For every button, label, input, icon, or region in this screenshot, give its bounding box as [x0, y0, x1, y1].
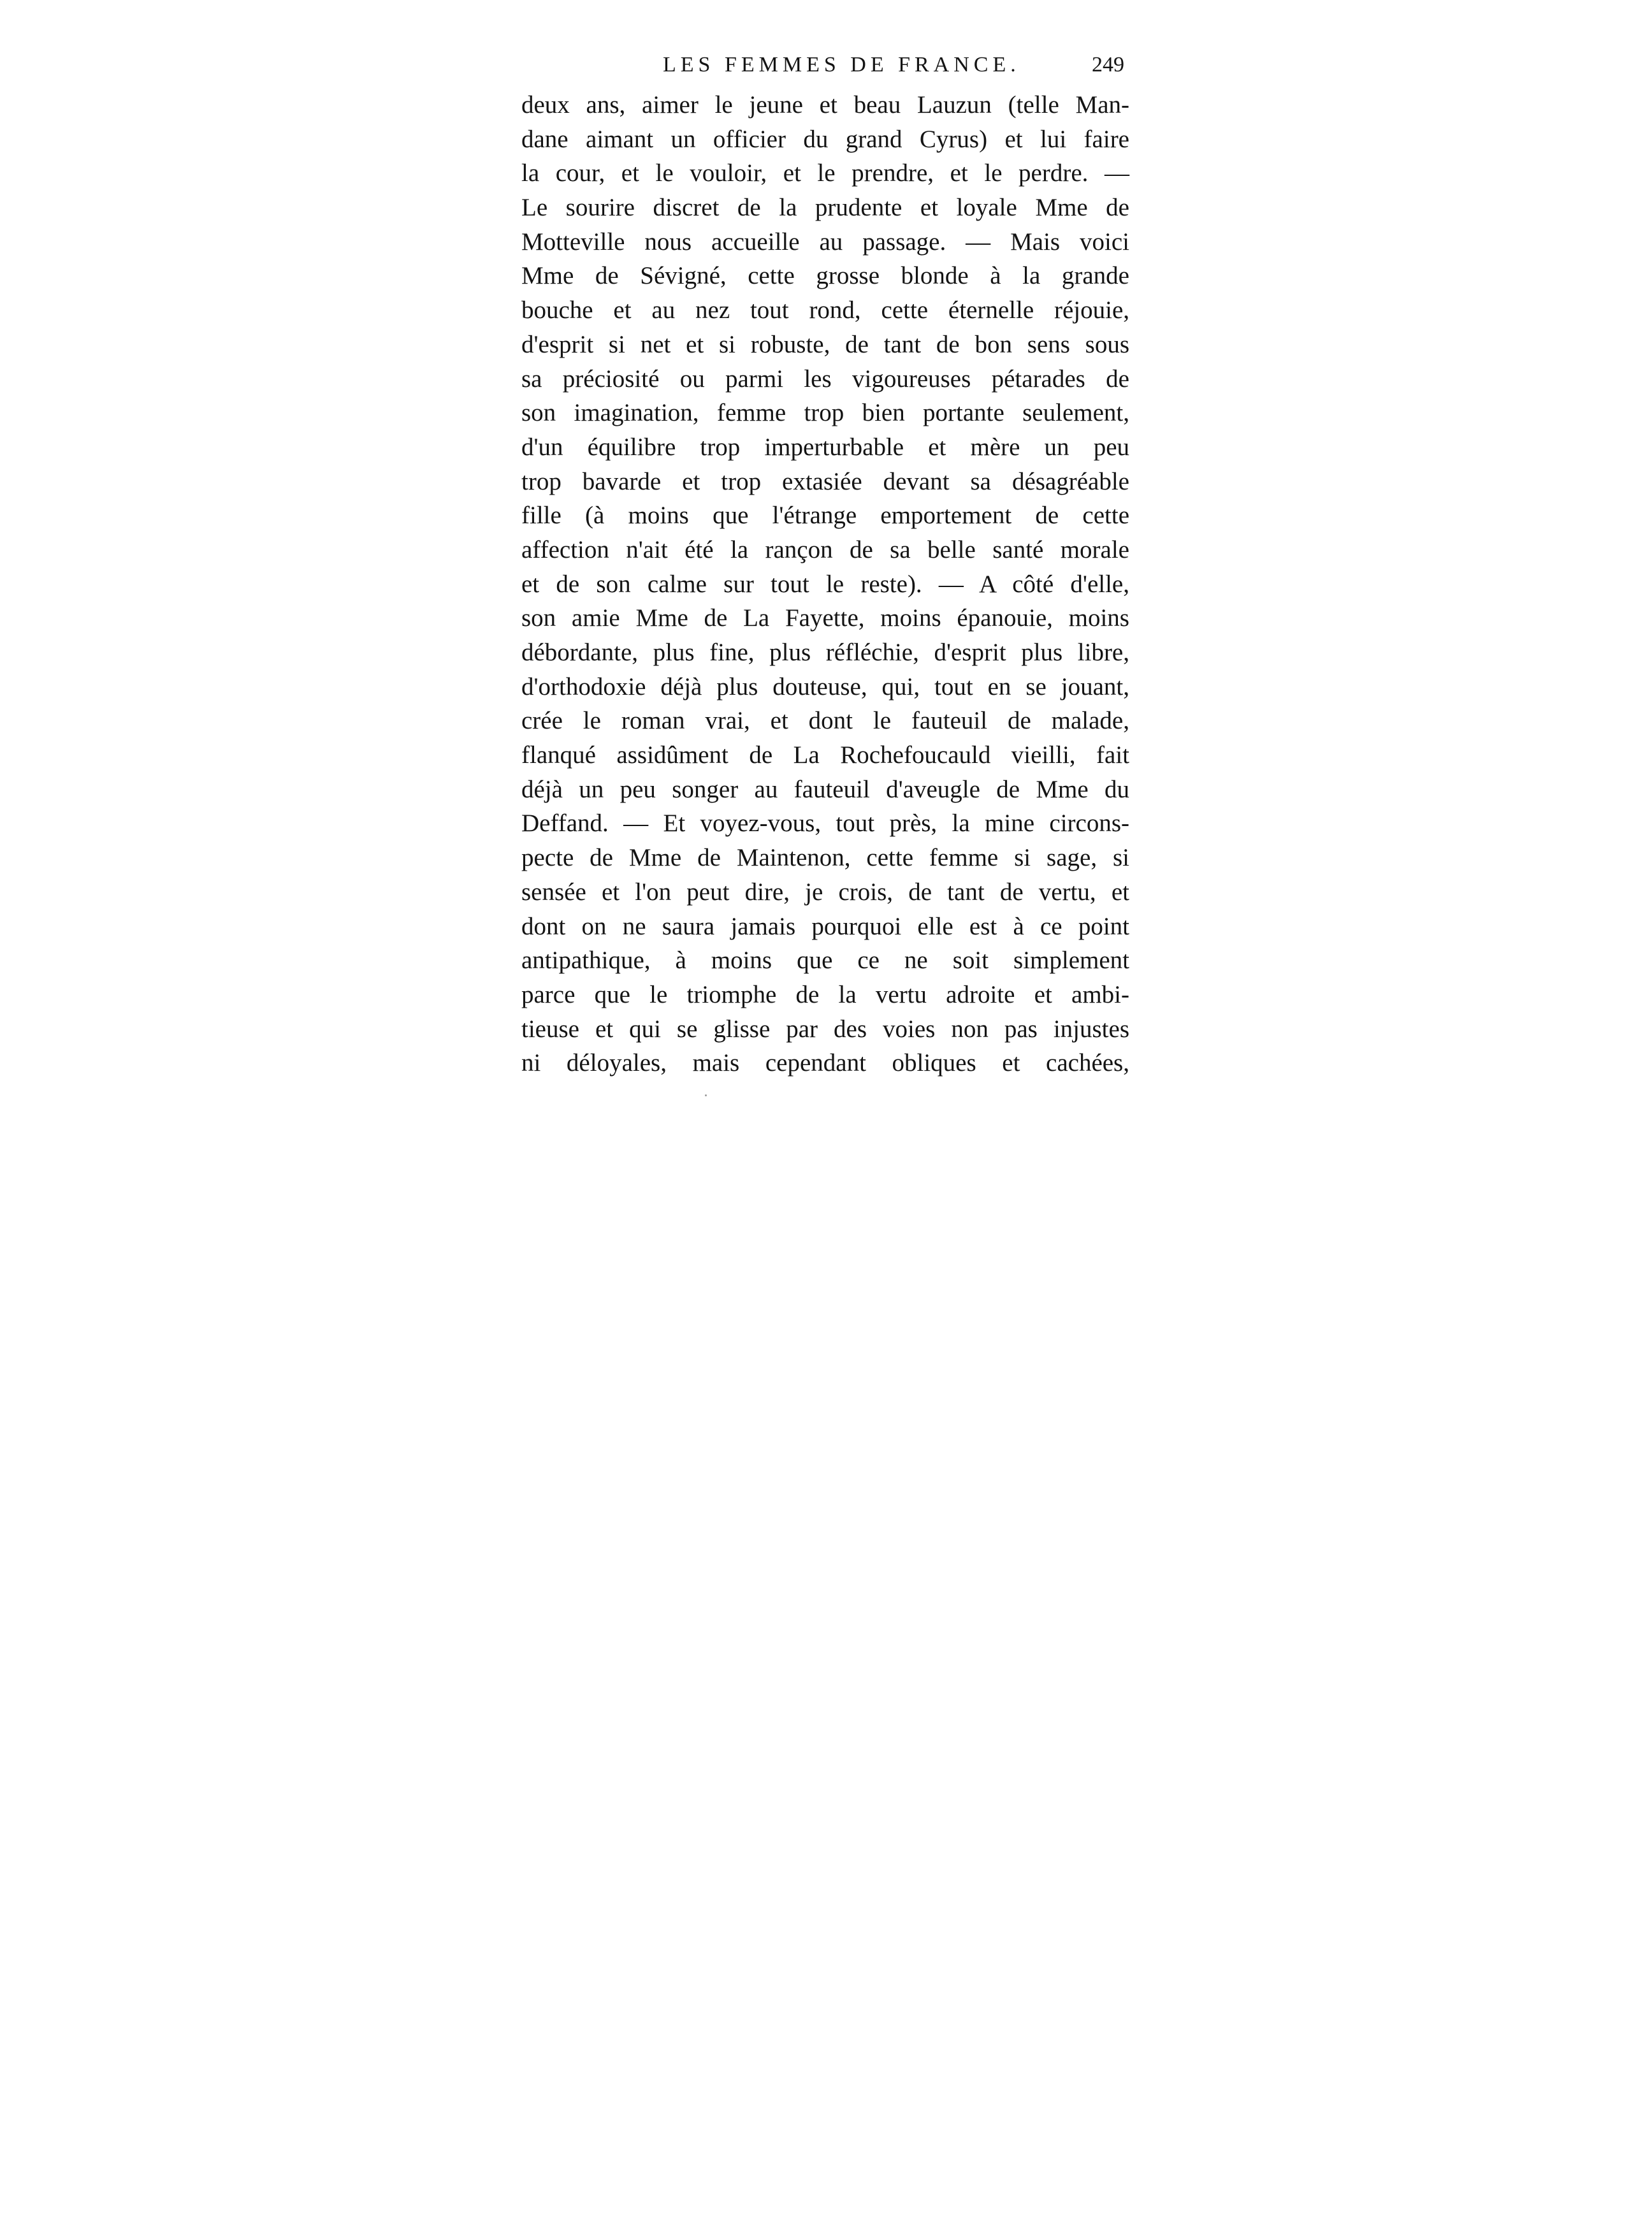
- paper-speck: [705, 1094, 707, 1096]
- text-line: antipathique, à moins que ce ne soit simplement: [521, 947, 1129, 975]
- text-line: pecte de Mme de Maintenon, cette femme si sage, si: [521, 844, 1129, 872]
- text-line: affection n'ait été la rançon de sa belle santé morale: [521, 535, 1129, 563]
- text-line: débordante, plus fine, plus réfléchie, d'esprit plus libre,: [521, 639, 1129, 666]
- text-line: d'orthodoxie déjà plus douteuse, qui, tout en se jouant,: [521, 672, 1129, 701]
- text-line: d'un équilibre trop imperturbable et mère un peu: [521, 433, 1129, 461]
- text-line: sensée et l'on peut dire, je crois, de tant de vertu, et: [521, 878, 1129, 906]
- running-head: [521, 46, 1129, 84]
- text-line: dont on ne saura jamais pourquoi elle est à ce point: [521, 912, 1129, 940]
- text-line: et de son calme sur tout le reste). — A côté d'elle,: [521, 570, 1129, 598]
- text-line: la cour, et le vouloir, et le prendre, et le perdre. —: [521, 159, 1129, 187]
- body-text: [521, 88, 1129, 1080]
- text-line: trop bavarde et trop extasiée devant sa désagréable: [521, 467, 1129, 495]
- text-line: Motteville nous accueille au passage. — Mais voici: [521, 228, 1129, 256]
- text-line: flanqué assidûment de La Rochefoucauld vieilli, fait: [521, 741, 1129, 769]
- text-line: d'esprit si net et si robuste, de tant de bon sens sous: [521, 330, 1129, 358]
- text-line: deux ans, aimer le jeune et beau Lauzun (telle Man-: [521, 91, 1129, 119]
- text-line: tieuse et qui se glisse par des voies non pas injustes: [521, 1015, 1129, 1043]
- text-line: son amie Mme de La Fayette, moins épanouie, moins: [521, 604, 1129, 632]
- text-line: Mme de Sévigné, cette grosse blonde à la grande: [521, 262, 1129, 290]
- page-number: 249: [1092, 53, 1124, 76]
- text-line: ni déloyales, mais cependant obliques et cachées,: [521, 1049, 1129, 1077]
- text-line: son imagination, femme trop bien portante seulement,: [521, 399, 1129, 427]
- running-title: LES FEMMES DE FRANCE.: [663, 53, 1020, 76]
- text-line: dane aimant un officier du grand Cyrus) et lui faire: [521, 125, 1129, 153]
- text-line: fille (à moins que l'étrange emportement de cette: [521, 502, 1129, 530]
- text-line: bouche et au nez tout rond, cette éternelle réjouie,: [521, 296, 1129, 324]
- text-line: sa préciosité ou parmi les vigoureuses pétarades de: [521, 365, 1129, 393]
- text-line: déjà un peu songer au fauteuil d'aveugle de Mme du: [521, 775, 1129, 803]
- text-line: Le sourire discret de la prudente et loyale Mme de: [521, 194, 1129, 222]
- text-line: Deffand. — Et voyez-vous, tout près, la mine circons-: [521, 809, 1129, 838]
- text-line: parce que le triomphe de la vertu adroite et ambi-: [521, 980, 1129, 1008]
- text-line: crée le roman vrai, et dont le fauteuil de malade,: [521, 707, 1129, 735]
